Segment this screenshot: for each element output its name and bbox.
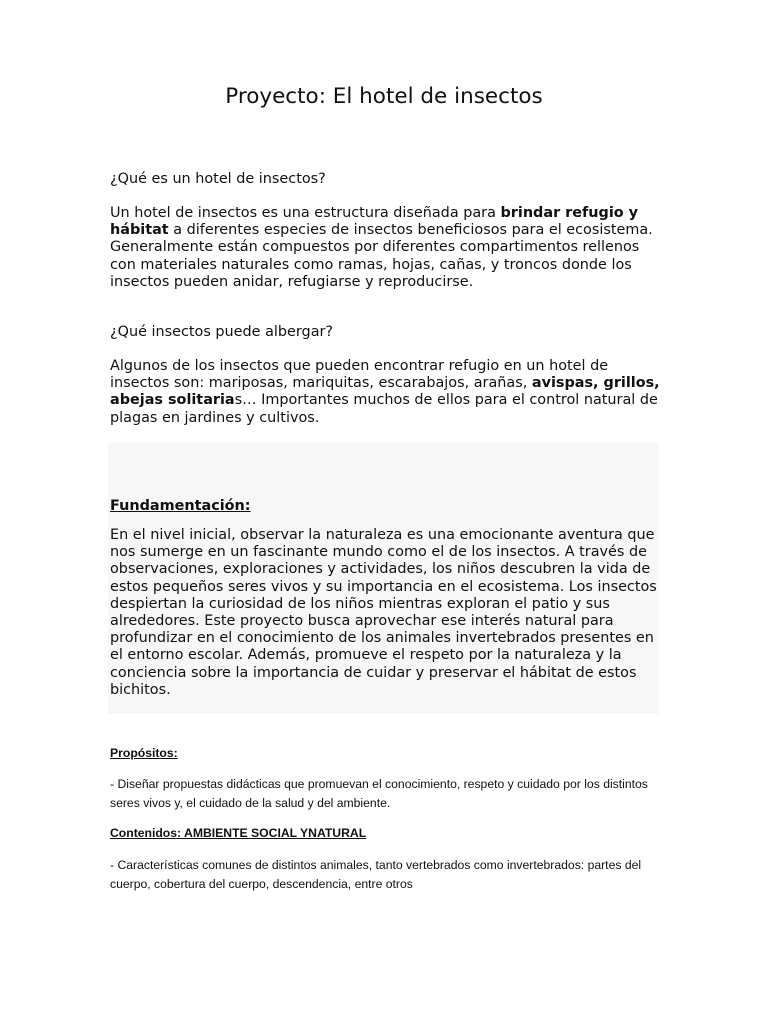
paragraph-insects-bold: avispas, grillos, abejas solitaria xyxy=(110,375,660,409)
propositos-heading: Propósitos: xyxy=(110,746,178,760)
question-what-is: ¿Qué es un hotel de insectos? xyxy=(110,171,326,187)
paragraph-definition xyxy=(110,205,666,291)
page-title: Proyecto: El hotel de insectos xyxy=(225,84,543,109)
fundamentacion-heading: Fundamentación: xyxy=(110,498,251,514)
question-which-insects: ¿Qué insectos puede albergar? xyxy=(110,324,334,340)
paragraph-insects xyxy=(110,358,666,427)
contenidos-heading: Contenidos: AMBIENTE SOCIAL YNATURAL xyxy=(110,826,367,840)
contenidos-item: - Características comunes de distintos animales, tanto vertebrados como invertebrados: partes del cuerpo, cobertura del cuerpo, descendencia, entre otros xyxy=(110,858,642,891)
fundamentacion-body: En el nivel inicial, observar la naturaleza es una emocionante aventura que nos sumerge en un fascinante mundo como el de los insectos. A través de observaciones, exploraciones y actividades, los niños descubren la vida de estos pequeños seres vivos y su importancia en el ecosistema. Los insectos despiertan la curiosidad de los niños mientras exploran el patio y sus alrededores. Este proyecto busca aprovechar ese interés natural para profundizar en el conocimiento de los animales invertebrados presentes en el entorno escolar. Además, promueve el respeto por la naturaleza y la conciencia sobre la importancia de cuidar y preservar el hábitat de estos bichitos. xyxy=(110,527,657,698)
paragraph-definition-end: a diferentes especies de insectos beneficiosos para el ecosistema. Generalmente están compuestos por diferentes compartimentos rellenos con materiales naturales como ramas, hojas, cañas, y troncos donde los insectos pueden anidar, refugiarse y reproducirse. xyxy=(110,222,653,290)
paragraph-insects-start: Algunos de los insectos que pueden encontrar refugio en un hotel de insectos son: mariposas, mariquitas, escarabajos, arañas, xyxy=(110,358,609,392)
paragraph-insects-end: s… Importantes muchos de ellos para el control natural de plagas en jardines y cultivos. xyxy=(110,392,658,426)
paragraph-definition-start: Un hotel de insectos es una estructura diseñada para xyxy=(110,205,501,221)
paragraph-definition-bold: brindar refugio y hábitat xyxy=(110,205,639,239)
propositos-item: - Diseñar propuestas didácticas que promuevan el conocimiento, respeto y cuidado por los distintos seres vivos y, el cuidado de la salud y del ambiente. xyxy=(110,777,648,810)
